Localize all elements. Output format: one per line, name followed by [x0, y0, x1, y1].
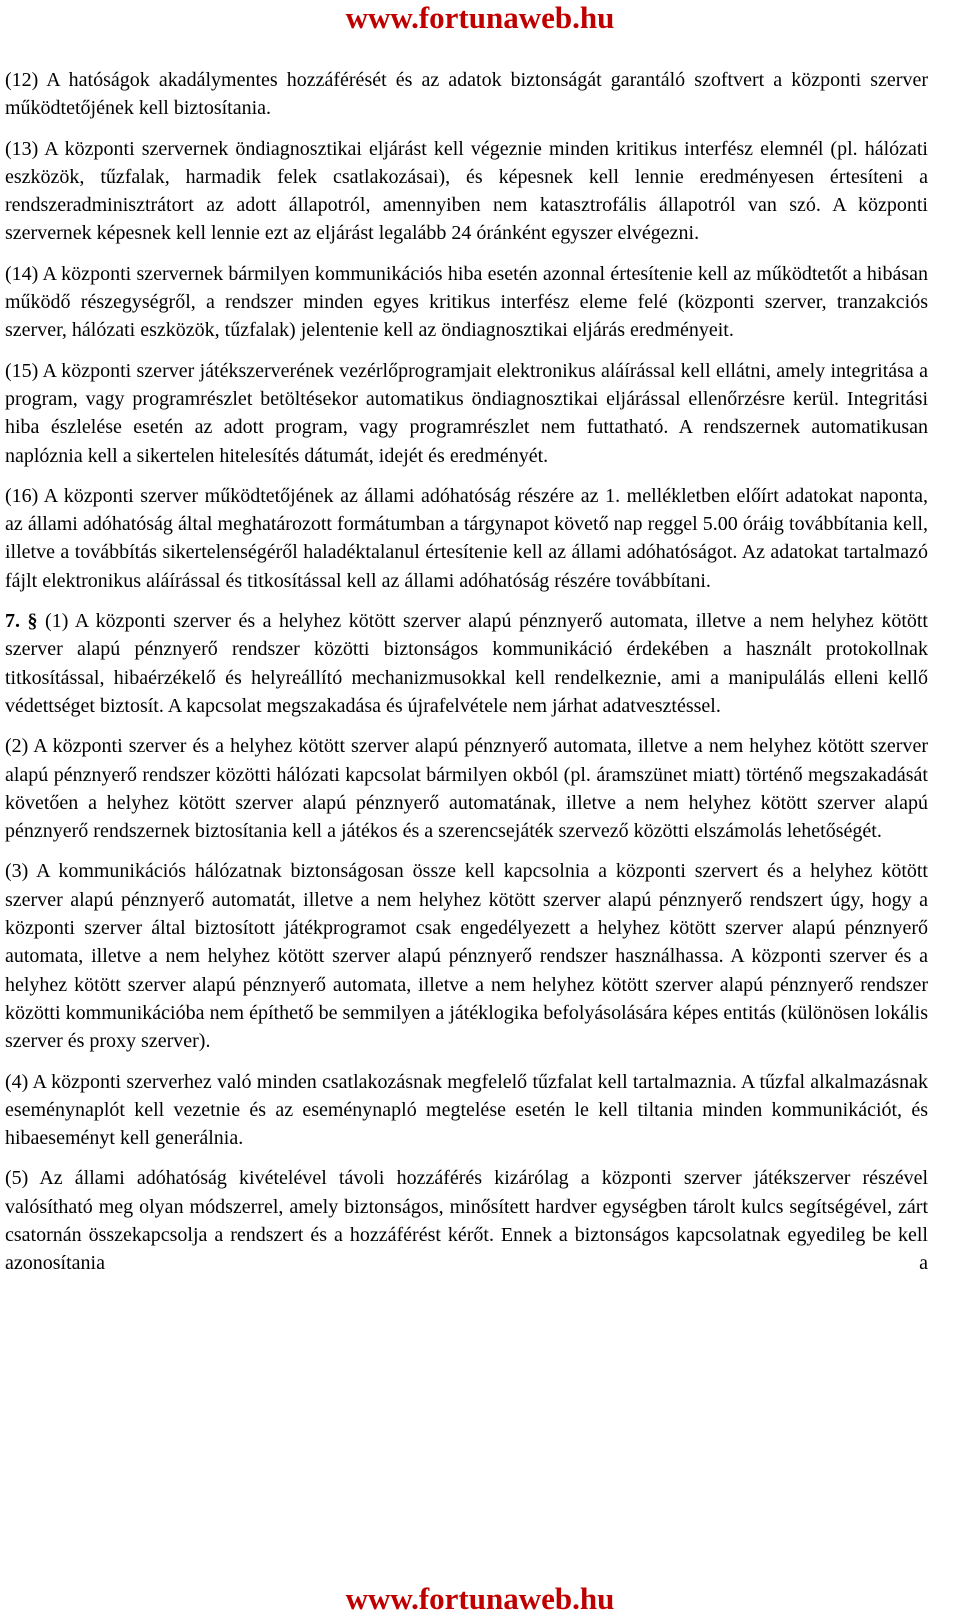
paragraph-12: (12) A hatóságok akadálymentes hozzáférését és az adatok biztonságát garantáló szoftvert a központi szerver működtetőjének kell biztosítania.: [5, 69, 928, 120]
section-7-paragraph-1-text: (1) A központi szerver és a helyhez kötött szerver alapú pénznyerő automata, illetve a nem helyhez kötött szerver alapú pénznyerő rendszer közötti biztonságos kommunikáció érdekében a használt protokollnak titkosítással, hibaérzékelő és helyreállító mechanizmusokkal kell rendelkeznie, ami a manipulálás elleni kellő védettséget biztosít. A kapcsolat megszakadása és újrafelvétele nem járhat adatvesztéssel.: [5, 610, 928, 717]
document-body: [5, 66, 928, 1278]
footer-watermark: www.fortunaweb.hu: [345, 1581, 615, 1616]
section-7-paragraph-5: (5) Az állami adóhatóság kivételével távoli hozzáférés kizárólag a központi szerver játékszerver részével valósítható meg olyan módszerrel, amely biztonságos, minősített hardver egységben tárolt kulcs segítségével, zárt csatornán összekapcsolja a rendszert és a hozzáférést kérőt. Ennek a biztonságos kapcsolatnak egyedileg be kell azonosítania a: [5, 1167, 928, 1275]
section-7-paragraph-2: (2) A központi szerver és a helyhez kötött szerver alapú pénznyerő automata, illetve a nem helyhez kötött szerver alapú pénznyerő rendszer közötti hálózati kapcsolat bármilyen okból (pl. áramszünet miatt) történő megszakadását követően a helyhez kötött szerver alapú pénznyerő automatának, illetve a nem helyhez kötött szerver alapú pénznyerő rendszernek biztosítania kell a játékos és a szerencsejáték szervező közötti elszámolás lehetőségét.: [5, 735, 928, 843]
header-watermark: www.fortunaweb.hu: [345, 0, 615, 35]
section-7-paragraph-4: (4) A központi szerverhez való minden csatlakozásnak megfelelő tűzfalat kell tartalmaznia. A tűzfal alkalmazásnak eseménynaplót kell vezetnie és az eseménynapló megtelése esetén le kell tiltania minden kommunikációt, és hibaeseményt kell generálnia.: [5, 1070, 928, 1150]
section-7-paragraph-1: [5, 607, 928, 720]
paragraph-15: (15) A központi szerver játékszerverének vezérlőprogramjait elektronikus aláírással kell ellátni, amely integritása a program, vagy programrészlet betöltésekor automatikus öndiagnosztikai eljárással ellenőrzésre kerül. Integritási hiba észlelése esetén az adott program, vagy programrészlet nem futtatható. A rendszernek automatikusan naplóznia kell a sikertelen hitelesítés dátumát, idejét és eredményét.: [5, 359, 928, 467]
paragraph-13: (13) A központi szervernek öndiagnosztikai eljárást kell végeznie minden kritikus interfész elemnél (pl. hálózati eszközök, tűzfalak, harmadik felek csatlakozásai), és képesnek kell lennie eredményesen értesíteni a rendszeradminisztrátort az adott állapotról, amennyiben nem katasztrofális állapotról van szó. A központi szervernek képesnek kell lennie ezt az eljárást legalább 24 óránként egyszer elvégezni.: [5, 137, 928, 245]
section-number: 7. §: [5, 610, 38, 633]
section-7-paragraph-3: (3) A kommunikációs hálózatnak biztonságosan össze kell kapcsolnia a központi szervert és a helyhez kötött szerver alapú pénznyerő automatát, illetve a nem helyhez kötött szerver alapú pénznyerő rendszert úgy, hogy a központi szerver által biztosított játékprogramot csak engedélyezett a helyhez kötött szerver alapú pénznyerő automata, illetve a nem helyhez kötött szerver alapú pénznyerő rendszer használhassa. A központi szerver és a helyhez kötött szerver alapú pénznyerő automata, illetve a nem helyhez kötött szerver alapú pénznyerő rendszer közötti kommunikációba nem építhető be semmilyen a játéklogika befolyásolására képes entitás (különösen lokális szerver és proxy szerver).: [5, 860, 928, 1053]
paragraph-14: (14) A központi szervernek bármilyen kommunikációs hiba esetén azonnal értesítenie kell az működtetőt a hibásan működő részegységről, a rendszer minden egyes kritikus interfész eleme felé (központi szerver, tranzakciós szerver, hálózati eszközök, tűzfalak) jelentenie kell az öndiagnosztikai eljárás eredményeit.: [5, 262, 928, 342]
paragraph-16: (16) A központi szerver működtetőjének az állami adóhatóság részére az 1. mellékletben előírt adatokat naponta, az állami adóhatóság által meghatározott formátumban a tárgynapot követő nap reggel 5.00 óráig továbbítania kell, illetve a továbbítás sikertelenségéről haladéktalanul értesítenie kell az állami adóhatóságot. Az adatokat tartalmazó fájlt elektronikus aláírással és titkosítással kell az állami adóhatóság részére továbbítani.: [5, 484, 928, 592]
